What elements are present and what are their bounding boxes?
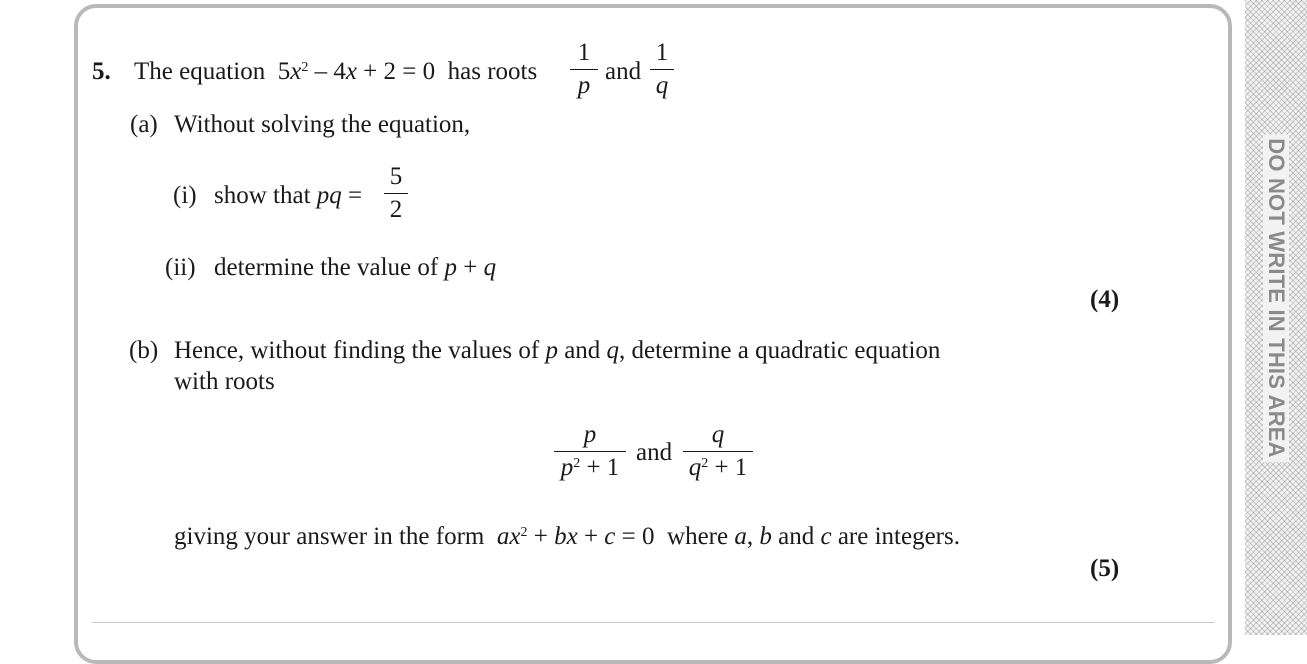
- part-b-line2: with roots: [174, 368, 275, 395]
- fraction-five-halves: 5 2: [384, 162, 408, 225]
- question-frame: [74, 4, 1232, 664]
- fraction-p-over-p2-plus-1: p $p^2 + 1$: [554, 420, 626, 483]
- part-a-i-label: (i): [173, 182, 197, 209]
- part-a-marks: (4): [1090, 286, 1120, 313]
- and-text: and: [605, 58, 642, 85]
- part-b-answer-form: giving your answer in the form $ax^2$ + bx + c = 0 where a, b and c are integers.: [174, 523, 960, 550]
- part-b-marks: (5): [1090, 555, 1120, 582]
- question-stem: The equation $5x^2 - 4x + 2 = 0$ has roots: [134, 58, 538, 85]
- part-a-label: (a): [130, 111, 158, 138]
- margin-warning-label: DO NOT WRITE IN THIS AREA: [1263, 134, 1289, 462]
- part-a-ii-text: determine the value of p + q: [214, 254, 497, 281]
- fraction-q-over-q2-plus-1: q $q^2 + 1$: [683, 420, 753, 483]
- part-b-line1: Hence, without finding the values of p and q, determine a quadratic equation: [174, 337, 941, 364]
- part-a-ii-label: (ii): [165, 254, 196, 281]
- question-number: 5.: [92, 58, 111, 85]
- and-text-b: and: [636, 439, 673, 466]
- root-one-over-p: 1 p: [570, 38, 598, 101]
- root-one-over-q: 1 q: [650, 38, 674, 101]
- part-b-label: (b): [129, 337, 159, 364]
- part-a-i-text: show that pq =: [214, 182, 363, 209]
- answer-line: [92, 622, 1214, 623]
- part-a-text: Without solving the equation,: [174, 111, 471, 138]
